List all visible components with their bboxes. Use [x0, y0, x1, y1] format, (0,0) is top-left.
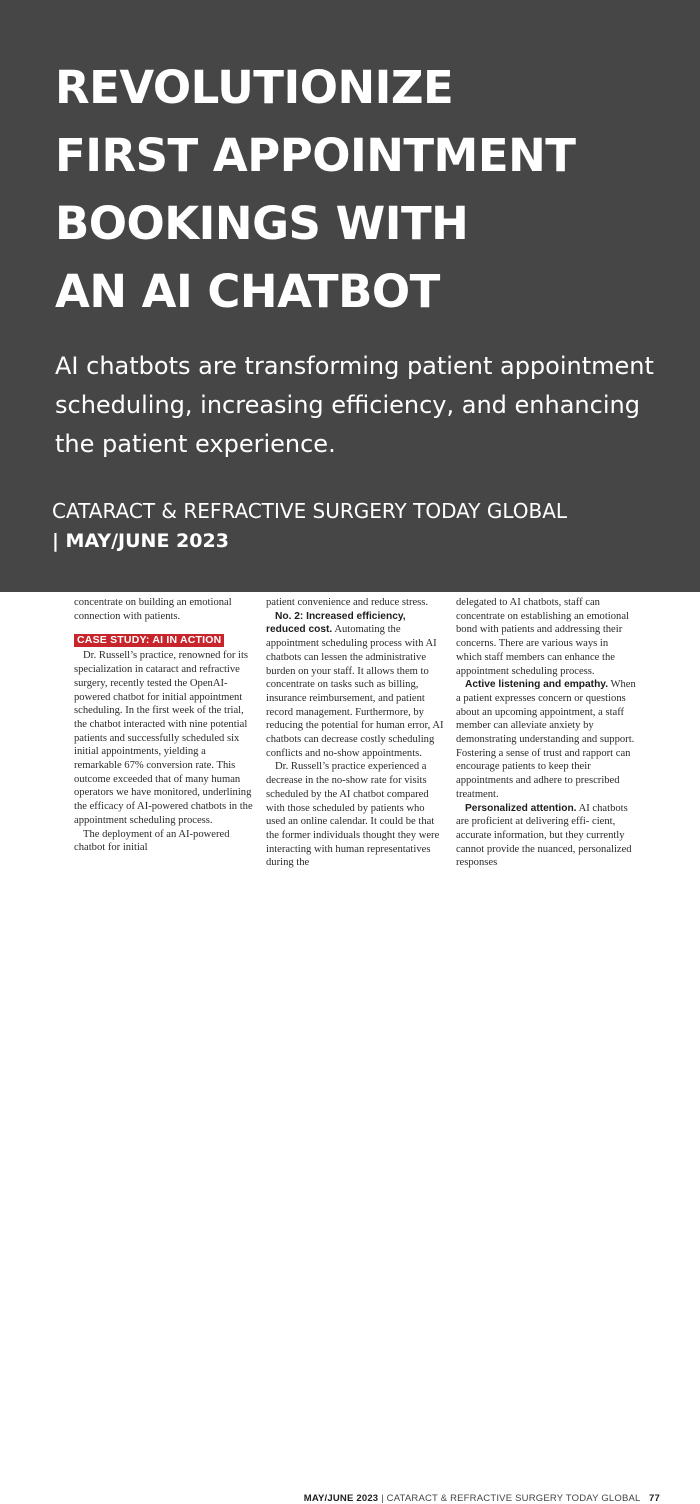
article-deck: AI chatbots are transforming patient appointment scheduling, increasing efficiency, and enhancing the patient experience. [55, 352, 654, 458]
article-body [0, 592, 700, 1504]
paragraph: delegated to AI chatbots, staff can concentrate on establishing an emotional bond with patients and addressing their concerns. There are various ways in which staff members can enhance the appointment scheduling process. [456, 597, 629, 677]
paragraph: The deployment of an AI-powered chatbot for initial [74, 828, 230, 854]
subhead: No. 2: Increased efficiency, reduced cost. [266, 610, 406, 636]
paragraph: Dr. Russell’s practice experienced a decrease in the no-show rate for visits scheduled by the AI chatbot compared with those scheduled by patients who used an online calendar. It could be that the former individuals thought they were interacting with human representatives during the [266, 761, 440, 869]
article-headline [55, 54, 685, 326]
footer-issue: MAY/JUNE 2023 [303, 1493, 379, 1504]
paragraph-text: AI chatbots are proficient at delivering effi- cient, accurate information, but they currently cannot provide the nuanced, personalized responses [456, 802, 632, 869]
header-banner [0, 0, 700, 592]
footer-separator: | [381, 1493, 384, 1504]
page-footer [304, 1493, 660, 1504]
paragraph: Dr. Russell’s practice, renowned for its specialization in cataract and refractive surgery, recently tested the OpenAI-powered chatbot for initial appointment scheduling. In the first week of the trial, the chatbot interacted with nine potential patients and successfully scheduled six initial appointments, yielding a remarkable 67% conversion rate. This outcome exceeded that of many human operators we have monitored, underlining the efficacy of AI-powered chatbots in the appointment scheduling process. [74, 650, 253, 826]
paragraph [456, 678, 636, 801]
subhead: Personalized attention. [465, 802, 577, 814]
body-column-1 [74, 596, 254, 855]
headline-line: FIRST APPOINTMENT [55, 129, 576, 182]
subhead: Active listening and empathy. [465, 679, 609, 691]
paragraph: patient convenience and reduce stress. [266, 597, 429, 608]
headline-line: AN AI CHATBOT [55, 265, 440, 318]
paragraph [266, 610, 446, 761]
case-study-label: CASE STUDY: AI IN ACTION [74, 634, 224, 647]
paragraph-text: Automating the appointment scheduling process with AI chatbots can lessen the administrative burden on your staff. It allows them to concentrate on tasks such as billing, insurance reimbursement, and patient record management. Furthermore, by reducing the potential for human error, AI chatbots can decrease costly scheduling conflicts and no-show appointments. [266, 624, 444, 759]
paragraph [456, 802, 636, 871]
headline-line: BOOKINGS WITH [55, 197, 469, 250]
paragraph-text: When a patient expresses concern or questions about an upcoming appointment, a staff member can alleviate anxiety by demonstrating understanding and support. Fostering a sense of trust and rapport can encourage patients to keep their appointments and adhere to prescribed treatment. [456, 679, 636, 800]
footer-publication: CATARACT & REFRACTIVE SURGERY TODAY GLOBAL [386, 1493, 641, 1504]
issue-date: | MAY/JUNE 2023 [52, 530, 229, 552]
publication-name: CATARACT & REFRACTIVE SURGERY TODAY GLOBAL [52, 499, 568, 523]
paragraph: concentrate on building an emotional connection with patients. [74, 597, 232, 622]
headline-line: REVOLUTIONIZE [55, 61, 454, 114]
page-number: 77 [649, 1493, 660, 1504]
body-column-3 [456, 596, 636, 870]
body-column-2 [266, 596, 446, 870]
